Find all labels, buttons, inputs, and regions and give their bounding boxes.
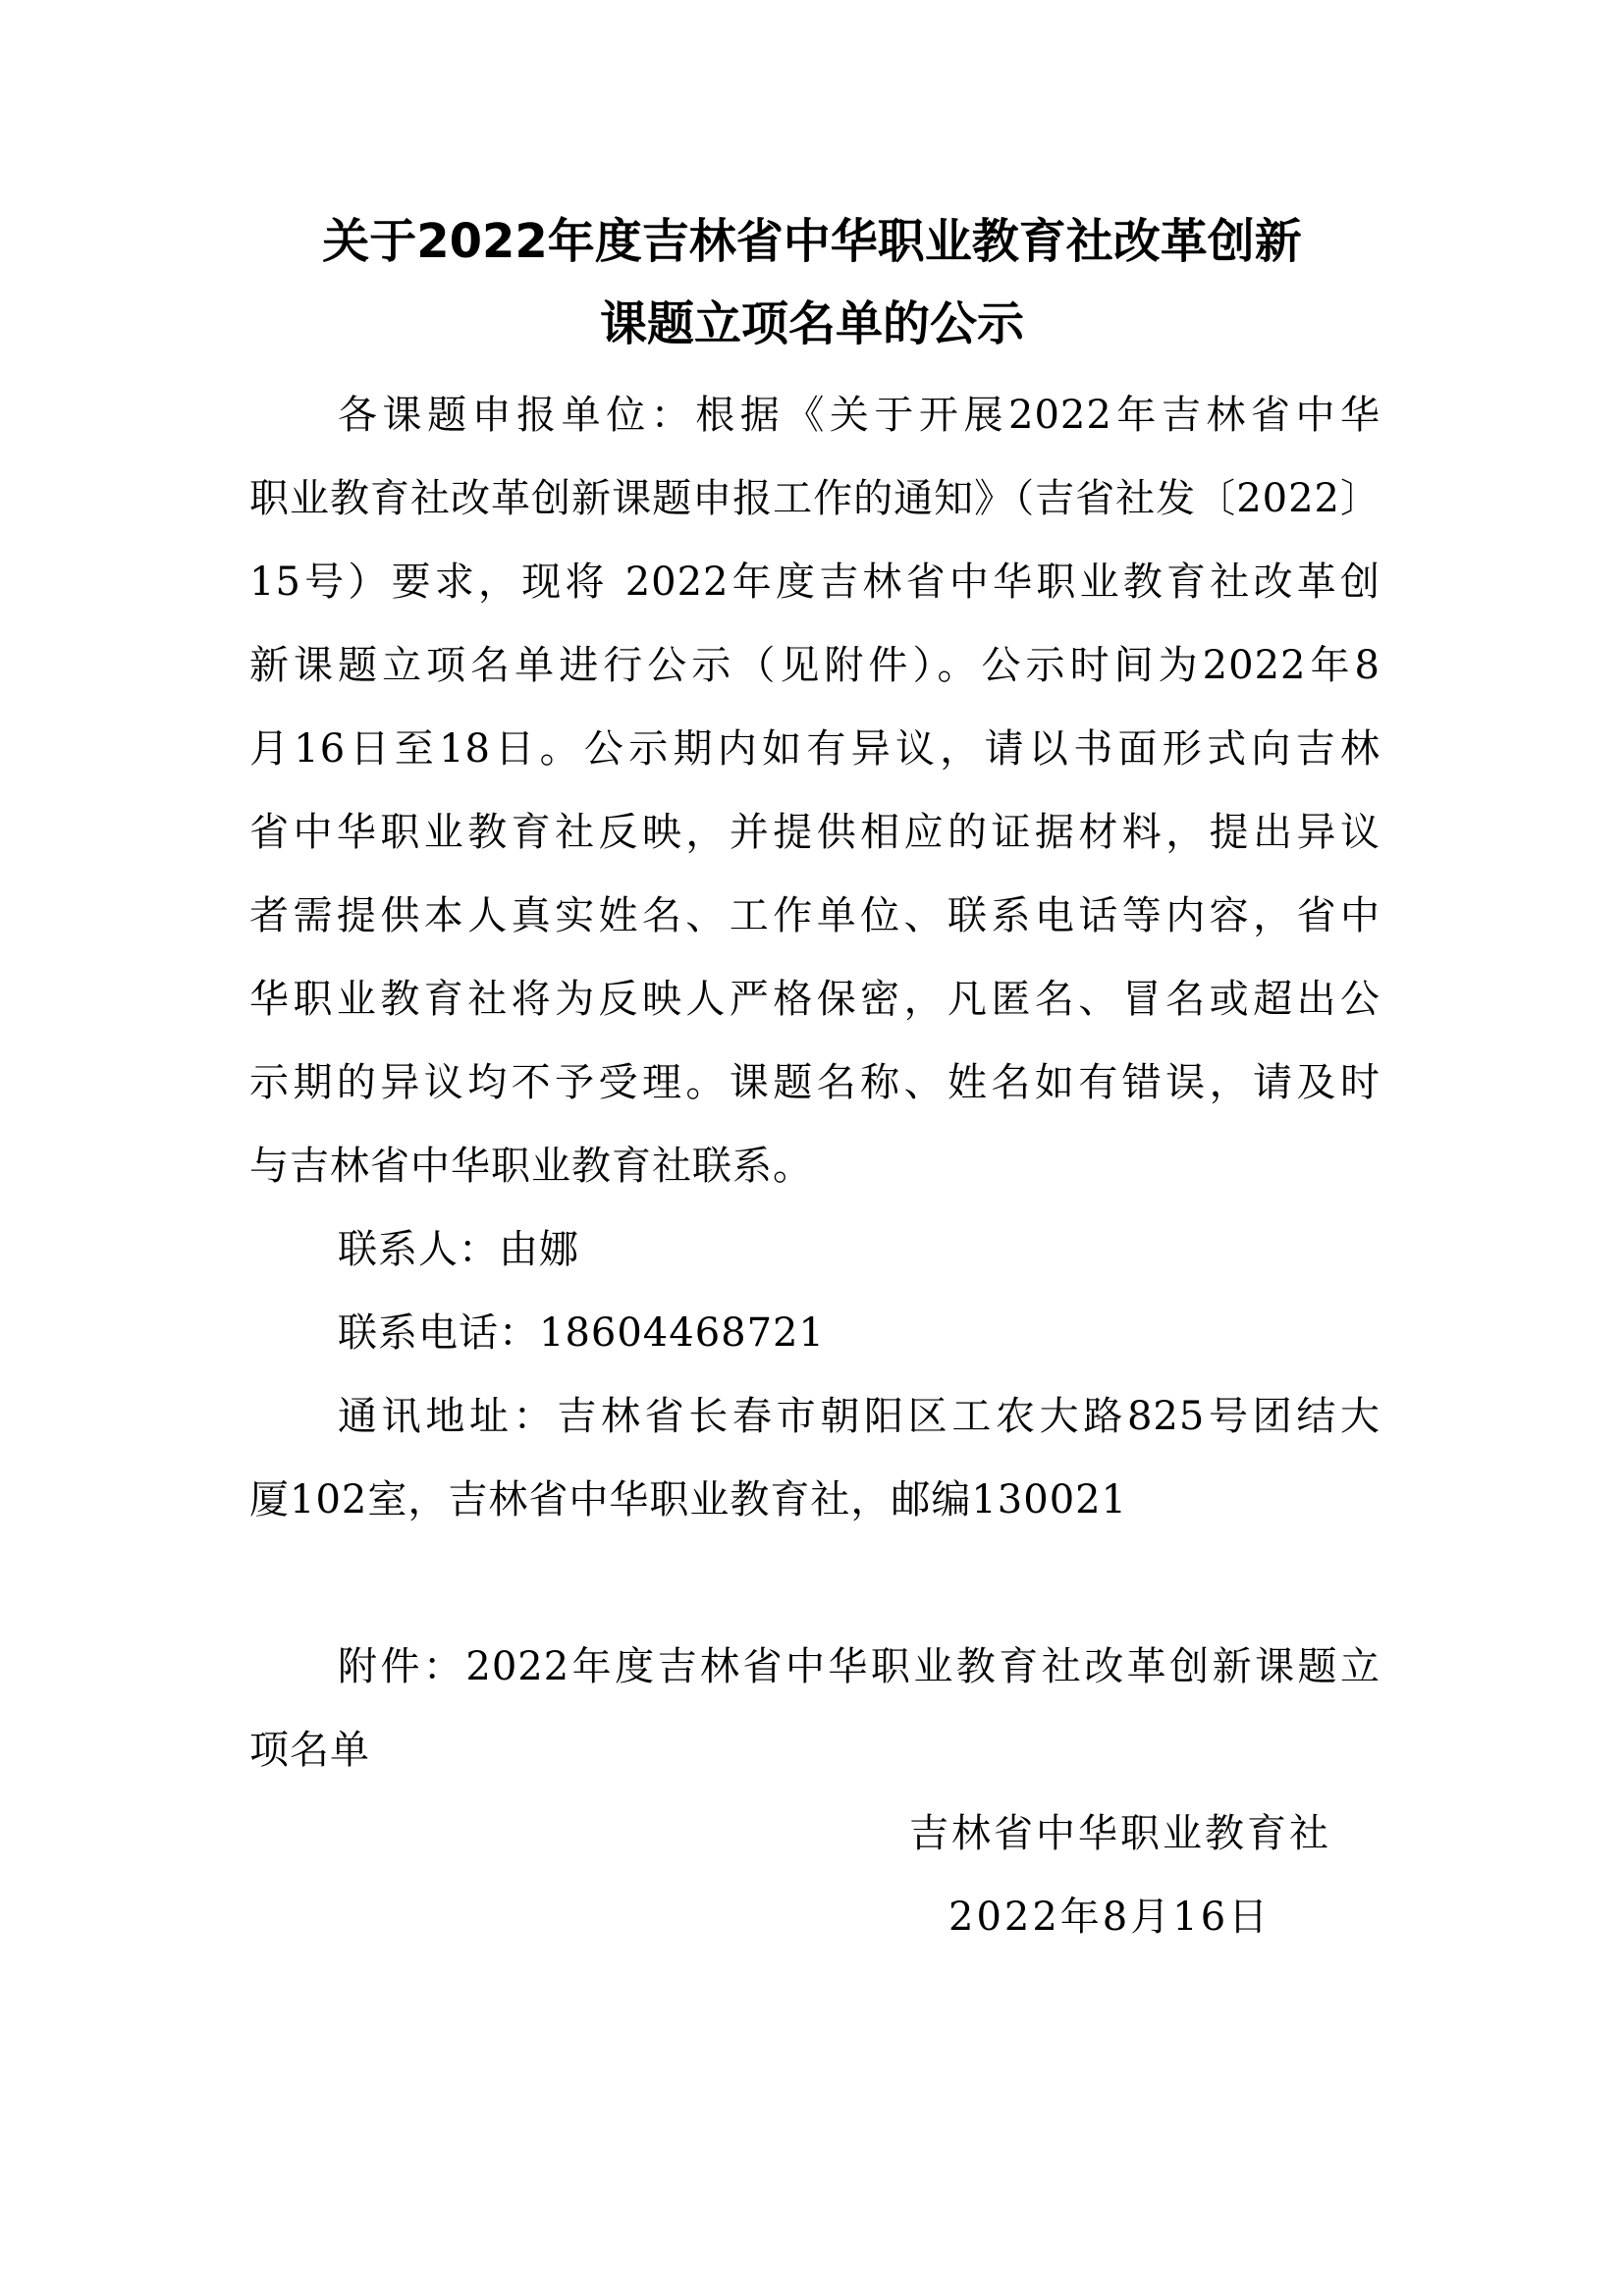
document-title-line-2: 课题立项名单的公示 bbox=[599, 296, 1024, 351]
body-line-8: 华职业教育社将为反映人严格保密，凡匿名、冒名或超出公 bbox=[249, 977, 1380, 1022]
document-title-line-1: 关于2022年度吉林省中华职业教育社改革创新 bbox=[322, 214, 1302, 269]
signature-date: 2022年8月16日 bbox=[948, 1895, 1272, 1940]
body-line-3: 15号）要求，现将 2022年度吉林省中华职业教育社改革创 bbox=[249, 560, 1380, 605]
attachment-line-1: 附件：2022年度吉林省中华职业教育社改革创新课题立 bbox=[338, 1644, 1380, 1689]
contact-person: 联系人：由娜 bbox=[338, 1227, 579, 1272]
body-line-5: 月16日至18日。公示期内如有异议，请以书面形式向吉林 bbox=[249, 726, 1380, 772]
body-line-6: 省中华职业教育社反映，并提供相应的证据材料，提出异议 bbox=[249, 810, 1380, 855]
mailing-address-line-1: 通讯地址：吉林省长春市朝阳区工农大路825号团结大 bbox=[338, 1394, 1380, 1439]
body-line-4: 新课题立项名单进行公示（见附件）。公示时间为2022年8 bbox=[249, 643, 1380, 688]
body-line-1: 各课题申报单位：根据《关于开展2022年吉林省中华 bbox=[338, 393, 1380, 438]
contact-phone: 联系电话：18604468721 bbox=[338, 1310, 825, 1356]
attachment-line-2: 项名单 bbox=[249, 1728, 370, 1773]
body-line-7: 者需提供本人真实姓名、工作单位、联系电话等内容，省中 bbox=[249, 893, 1380, 938]
mailing-address-line-2: 厦102室，吉林省中华职业教育社，邮编130021 bbox=[249, 1477, 1128, 1522]
body-line-9: 示期的异议均不予受理。课题名称、姓名如有错误，请及时 bbox=[249, 1060, 1380, 1105]
body-line-2: 职业教育社改革创新课题申报工作的通知》（吉省社发〔2022〕 bbox=[249, 476, 1380, 521]
body-line-10: 与吉林省中华职业教育社联系。 bbox=[249, 1144, 813, 1189]
signature-organization: 吉林省中华职业教育社 bbox=[909, 1811, 1331, 1856]
